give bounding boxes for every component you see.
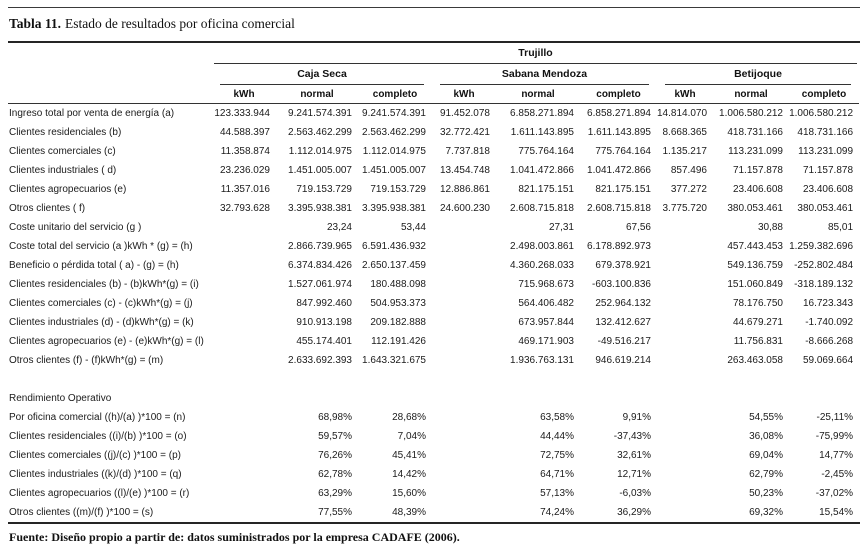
cell-value: 23.236.029 xyxy=(219,164,270,176)
cell-value: 6.591.436.932 xyxy=(362,240,426,252)
cell-value: 12,71% xyxy=(617,468,651,480)
cell-value xyxy=(432,332,496,351)
cell-value: 78.176.750 xyxy=(732,297,783,309)
cell-value xyxy=(657,237,713,256)
cell-value xyxy=(212,427,276,446)
cell-value: 23.406.608 xyxy=(802,183,854,195)
cell-value: 151.060.849 xyxy=(727,278,783,290)
cell-value: 775.764.164 xyxy=(595,145,651,157)
cell-value xyxy=(432,503,496,522)
column-header-row xyxy=(8,85,859,104)
cell-value xyxy=(657,484,713,503)
cell-value xyxy=(789,370,859,389)
cell-value: 564.406.482 xyxy=(518,297,574,309)
cell-value: 455.174.401 xyxy=(296,335,352,347)
cell-value: 28,68% xyxy=(392,411,426,423)
cell-value: 6.178.892.973 xyxy=(587,240,651,252)
table-row xyxy=(8,503,859,522)
cell-value: 113.231.099 xyxy=(798,145,854,157)
cell-value: 1.611.143.895 xyxy=(510,126,574,138)
cell-value: 9.241.574.391 xyxy=(288,107,352,119)
office-header-caja-seca xyxy=(212,64,432,85)
column-header-normal: normal xyxy=(276,85,358,104)
cell-value: 1.041.472.866 xyxy=(587,164,651,176)
cell-value xyxy=(432,427,496,446)
cell-value xyxy=(713,389,789,408)
cell-value: 8.668.365 xyxy=(662,126,707,138)
office-header-betijoque xyxy=(657,64,859,85)
table-row xyxy=(8,332,859,351)
cell-value: 715.968.673 xyxy=(518,278,574,290)
cell-value xyxy=(212,389,276,408)
cell-value: 1.451.005.007 xyxy=(288,164,352,176)
cell-value: -25,11% xyxy=(816,411,854,423)
table-row xyxy=(8,123,859,142)
row-label: Clientes agropecuarios (e) - (e)kWh*(g) = (l) xyxy=(9,335,204,347)
cell-value xyxy=(358,370,432,389)
column-header-normal: normal xyxy=(496,85,580,104)
cell-value: 775.764.164 xyxy=(518,145,574,157)
cell-value: 53,44 xyxy=(400,221,426,233)
cell-value xyxy=(580,370,657,389)
cell-value: 11.357.016 xyxy=(220,183,270,195)
cell-value: 1.936.763.131 xyxy=(510,354,574,366)
cell-value: 85,01 xyxy=(828,221,854,233)
cell-value: 12.886.861 xyxy=(439,183,490,195)
cell-value: 74,24% xyxy=(540,506,574,518)
row-label: Clientes agropecuarios ((l)/(e) )*100 = (r) xyxy=(9,487,190,499)
column-header-kwh: kWh xyxy=(212,85,276,104)
cell-value xyxy=(212,465,276,484)
table-row xyxy=(8,237,859,256)
table-row xyxy=(8,275,859,294)
cell-value: 132.412.627 xyxy=(595,316,651,328)
cell-value xyxy=(496,370,580,389)
cell-value: 2.563.462.299 xyxy=(288,126,352,138)
cell-value: 821.175.151 xyxy=(518,183,574,195)
cell-value xyxy=(432,294,496,313)
cell-value xyxy=(212,275,276,294)
cell-value: 71.157.878 xyxy=(732,164,783,176)
cell-value: 63,58% xyxy=(540,411,574,423)
cell-value: 14,77% xyxy=(819,449,854,461)
cell-value: 2.498.003.861 xyxy=(510,240,574,252)
table-row xyxy=(8,199,859,218)
cell-value xyxy=(212,218,276,237)
region-header-row xyxy=(8,43,859,64)
cell-value: 77,55% xyxy=(318,506,352,518)
cell-value: -37,02% xyxy=(815,487,854,499)
cell-value: 7.737.818 xyxy=(445,145,490,157)
cell-value: 2.563.462.299 xyxy=(362,126,426,138)
cell-value: 24.600.230 xyxy=(439,202,490,214)
cell-value: 69,32% xyxy=(749,506,783,518)
cell-value: 11.358.874 xyxy=(220,145,270,157)
cell-value: 123.333.944 xyxy=(214,107,270,119)
cell-value: 263.463.058 xyxy=(727,354,783,366)
cell-value: 30,88 xyxy=(757,221,783,233)
column-header-completo: completo xyxy=(789,85,859,104)
cell-value xyxy=(432,218,496,237)
cell-value xyxy=(789,389,859,408)
cell-value xyxy=(432,484,496,503)
cell-value: 68,98% xyxy=(318,411,352,423)
cell-value: 50,23% xyxy=(749,487,783,499)
cell-value: -318.189.132 xyxy=(794,278,854,290)
cell-value: 36,08% xyxy=(749,430,783,442)
cell-value: 377.272 xyxy=(670,183,707,195)
cell-value xyxy=(212,484,276,503)
cell-value: 3.395.938.381 xyxy=(362,202,426,214)
cell-value: 418.731.166 xyxy=(797,126,854,138)
table-title-text: Estado de resultados por oficina comercial xyxy=(65,16,295,31)
row-label: Beneficio o pérdida total ( a) - (g) = (h) xyxy=(9,259,179,271)
cell-value: 1.527.061.974 xyxy=(288,278,352,290)
cell-value: 7,04% xyxy=(397,430,426,442)
cell-value: 62,79% xyxy=(749,468,783,480)
cell-value: 15,60% xyxy=(392,487,426,499)
cell-value: 180.488.098 xyxy=(370,278,426,290)
row-label: Clientes industriales (d) - (d)kWh*(g) = (k) xyxy=(9,316,194,328)
cell-value: 549.136.759 xyxy=(727,259,783,271)
cell-value xyxy=(432,408,496,427)
cell-value xyxy=(212,294,276,313)
cell-value: 69,04% xyxy=(749,449,783,461)
cell-value: -75,99% xyxy=(815,430,854,442)
section-header-row xyxy=(8,389,859,408)
cell-value: 380.053.461 xyxy=(797,202,854,214)
cell-value xyxy=(432,370,496,389)
cell-value: 2.608.715.818 xyxy=(510,202,574,214)
cell-value: 3.395.938.381 xyxy=(288,202,352,214)
cell-value: 32,61% xyxy=(617,449,651,461)
cell-value xyxy=(657,408,713,427)
cell-value xyxy=(212,370,276,389)
cell-value: 4.360.268.033 xyxy=(510,259,574,271)
row-label: Coste total del servicio (a )kWh * (g) = (h) xyxy=(9,240,193,252)
cell-value xyxy=(212,237,276,256)
table-row xyxy=(8,104,859,123)
cell-value: 209.182.888 xyxy=(370,316,426,328)
cell-value: 63,29% xyxy=(318,487,352,499)
cell-value: -2,45% xyxy=(821,468,854,480)
cell-value: 1.135.217 xyxy=(662,145,707,157)
cell-value: 1.611.143.895 xyxy=(587,126,651,138)
cell-value: 59,57% xyxy=(318,430,352,442)
cell-value: 62,78% xyxy=(318,468,352,480)
cell-value xyxy=(212,332,276,351)
table-row xyxy=(8,465,859,484)
table-row xyxy=(8,161,859,180)
cell-value xyxy=(657,218,713,237)
cell-value: 91.452.078 xyxy=(439,107,490,119)
office-header-sabana-mendoza xyxy=(432,64,657,85)
cell-value: -6,03% xyxy=(619,487,651,499)
cell-value: 1.112.014.975 xyxy=(362,145,426,157)
cell-value xyxy=(432,351,496,370)
cell-value: 64,71% xyxy=(540,468,574,480)
cell-value xyxy=(276,389,358,408)
cell-value: 27,31 xyxy=(548,221,574,233)
cell-value: 679.378.921 xyxy=(595,259,651,271)
cell-value xyxy=(580,389,657,408)
table-row xyxy=(8,484,859,503)
row-label: Otros clientes ((m)/(f) )*100 = (s) xyxy=(9,506,154,518)
cell-value xyxy=(657,332,713,351)
table-row xyxy=(8,256,859,275)
cell-value: 6.858.271.894 xyxy=(587,107,651,119)
cell-value xyxy=(432,237,496,256)
label-column-spacer xyxy=(8,43,212,64)
cell-value: 48,39% xyxy=(392,506,426,518)
table-row xyxy=(8,427,859,446)
region-header-cell xyxy=(212,43,859,64)
row-label: Clientes agropecuarios (e) xyxy=(9,183,127,195)
row-label: Clientes comerciales (c) - (c)kWh*(g) = (j) xyxy=(9,297,193,309)
cell-value: 9.241.574.391 xyxy=(362,107,426,119)
cell-value xyxy=(657,389,713,408)
cell-value: 44,44% xyxy=(540,430,574,442)
cell-value: -1.740.092 xyxy=(805,316,854,328)
table-row xyxy=(8,180,859,199)
cell-value: 57,13% xyxy=(540,487,574,499)
cell-value xyxy=(657,370,713,389)
spacer-row xyxy=(8,370,859,389)
cell-value: 9,91% xyxy=(622,411,651,423)
cell-value xyxy=(432,256,496,275)
row-label: Clientes residenciales ((i)/(b) )*100 = (o) xyxy=(9,430,187,442)
cell-value: 67,56 xyxy=(625,221,651,233)
cell-value: 946.619.214 xyxy=(595,354,651,366)
table-row xyxy=(8,408,859,427)
cell-value xyxy=(432,313,496,332)
cell-value: 821.175.151 xyxy=(595,183,651,195)
office-header-row xyxy=(8,64,859,85)
cell-value xyxy=(657,465,713,484)
cell-value: -49.516.217 xyxy=(597,335,651,347)
cell-value xyxy=(657,294,713,313)
cell-value: 6.858.271.894 xyxy=(510,107,574,119)
cell-value: 1.006.580.212 xyxy=(719,107,783,119)
table-row xyxy=(8,294,859,313)
cell-value: 1.259.382.696 xyxy=(789,240,854,252)
table-row xyxy=(8,446,859,465)
cell-value: 71.157.878 xyxy=(802,164,854,176)
row-label: Clientes industriales ((k)/(d) )*100 = (q) xyxy=(9,468,182,480)
row-label: Clientes residenciales (b) xyxy=(9,126,122,138)
table-row xyxy=(8,142,859,161)
cell-value: -37,43% xyxy=(613,430,651,442)
column-header-kwh: kWh xyxy=(657,85,713,104)
cell-value: 11.756.831 xyxy=(733,335,783,347)
cell-value xyxy=(657,427,713,446)
cell-value: 23.406.608 xyxy=(732,183,783,195)
cell-value: 23,24 xyxy=(326,221,352,233)
cell-value xyxy=(432,275,496,294)
row-label: Clientes comerciales ((j)/(c) )*100 = (p) xyxy=(9,449,181,461)
cell-value xyxy=(657,503,713,522)
cell-value xyxy=(432,465,496,484)
cell-value: 2.650.137.459 xyxy=(362,259,426,271)
table-body xyxy=(8,104,859,522)
cell-value xyxy=(657,446,713,465)
cell-value xyxy=(212,446,276,465)
cell-value: 1.451.005.007 xyxy=(362,164,426,176)
table-row xyxy=(8,351,859,370)
cell-value: -8.666.268 xyxy=(805,335,854,347)
cell-value xyxy=(212,256,276,275)
cell-value: 418.731.166 xyxy=(727,126,783,138)
cell-value: 457.443.453 xyxy=(727,240,783,252)
cell-value: 504.953.373 xyxy=(370,297,426,309)
cell-value: 13.454.748 xyxy=(439,164,490,176)
row-label xyxy=(8,370,212,389)
cell-value xyxy=(276,370,358,389)
row-label: Por oficina comercial ((h)/(a) )*100 = (n) xyxy=(9,411,186,423)
column-header-completo: completo xyxy=(358,85,432,104)
cell-value: 44.679.271 xyxy=(732,316,783,328)
cell-value xyxy=(713,370,789,389)
table-head xyxy=(8,43,859,104)
cell-value: 1.112.014.975 xyxy=(288,145,352,157)
column-header-normal: normal xyxy=(713,85,789,104)
row-label: Ingreso total por venta de energía (a) xyxy=(9,107,175,119)
cell-value xyxy=(212,313,276,332)
office-name: Sabana Mendoza xyxy=(440,64,649,85)
cell-value: 72,75% xyxy=(540,449,574,461)
cell-value: 32.793.628 xyxy=(219,202,270,214)
cell-value: 32.772.421 xyxy=(439,126,490,138)
cell-value: 252.964.132 xyxy=(595,297,651,309)
office-name: Caja Seca xyxy=(220,64,424,85)
cell-value: 719.153.729 xyxy=(296,183,352,195)
cell-value: 36,29% xyxy=(617,506,651,518)
region-header: Trujillo xyxy=(214,43,857,64)
results-table xyxy=(8,43,859,522)
cell-value: 59.069.664 xyxy=(802,354,854,366)
row-label: Otros clientes ( f) xyxy=(9,202,86,214)
cell-value: 1.006.580.212 xyxy=(789,107,854,119)
label-column-spacer xyxy=(8,85,212,104)
cell-value: 1.041.472.866 xyxy=(510,164,574,176)
row-label: Coste unitario del servicio (g ) xyxy=(9,221,142,233)
table-number: Tabla 11. xyxy=(9,16,62,31)
cell-value: 857.496 xyxy=(670,164,707,176)
label-column-spacer xyxy=(8,64,212,85)
cell-value: 380.053.461 xyxy=(727,202,783,214)
table-caption xyxy=(8,8,860,41)
cell-value xyxy=(212,503,276,522)
cell-value: 2.608.715.818 xyxy=(587,202,651,214)
cell-value xyxy=(657,256,713,275)
row-label: Clientes industriales ( d) xyxy=(9,164,117,176)
cell-value: 113.231.099 xyxy=(728,145,783,157)
cell-value: 14,42% xyxy=(392,468,426,480)
column-header-kwh: kWh xyxy=(432,85,496,104)
cell-value: 847.992.460 xyxy=(296,297,352,309)
cell-value xyxy=(496,389,580,408)
row-label: Clientes residenciales (b) - (b)kWh*(g) = (i) xyxy=(9,278,199,290)
cell-value xyxy=(212,408,276,427)
cell-value: 1.643.321.675 xyxy=(362,354,426,366)
source-note: Fuente: Diseño propio a partir de: datos suministrados por la empresa CADAFE (2006). xyxy=(9,529,460,544)
cell-value: 44.588.397 xyxy=(219,126,270,138)
cell-value: -252.802.484 xyxy=(794,259,854,271)
cell-value: 54,55% xyxy=(749,411,783,423)
column-header-completo: completo xyxy=(580,85,657,104)
cell-value: 673.957.844 xyxy=(518,316,574,328)
cell-value: 719.153.729 xyxy=(370,183,426,195)
cell-value: 45,41% xyxy=(392,449,426,461)
cell-value xyxy=(212,351,276,370)
cell-value: 2.633.692.393 xyxy=(288,354,352,366)
cell-value: 112.191.426 xyxy=(371,335,426,347)
office-name: Betijoque xyxy=(665,64,851,85)
table-row xyxy=(8,218,859,237)
cell-value xyxy=(432,389,496,408)
cell-value: 15,54% xyxy=(819,506,854,518)
cell-value: 910.913.198 xyxy=(296,316,352,328)
cell-value: -603.100.836 xyxy=(592,278,651,290)
row-label: Clientes comerciales (c) xyxy=(9,145,116,157)
cell-value xyxy=(657,313,713,332)
cell-value: 3.775.720 xyxy=(662,202,707,214)
cell-value xyxy=(432,446,496,465)
section-header-label: Rendimiento Operativo xyxy=(9,392,112,404)
cell-value: 16.723.343 xyxy=(802,297,854,309)
cell-value: 76,26% xyxy=(318,449,352,461)
cell-value: 2.866.739.965 xyxy=(288,240,352,252)
cell-value xyxy=(657,275,713,294)
cell-value: 469.171.903 xyxy=(518,335,574,347)
cell-value xyxy=(358,389,432,408)
table-row xyxy=(8,313,859,332)
cell-value: 6.374.834.426 xyxy=(288,259,352,271)
cell-value: 14.814.070 xyxy=(657,107,708,119)
row-label: Otros clientes (f) - (f)kWh*(g) = (m) xyxy=(9,354,164,366)
cell-value xyxy=(657,351,713,370)
